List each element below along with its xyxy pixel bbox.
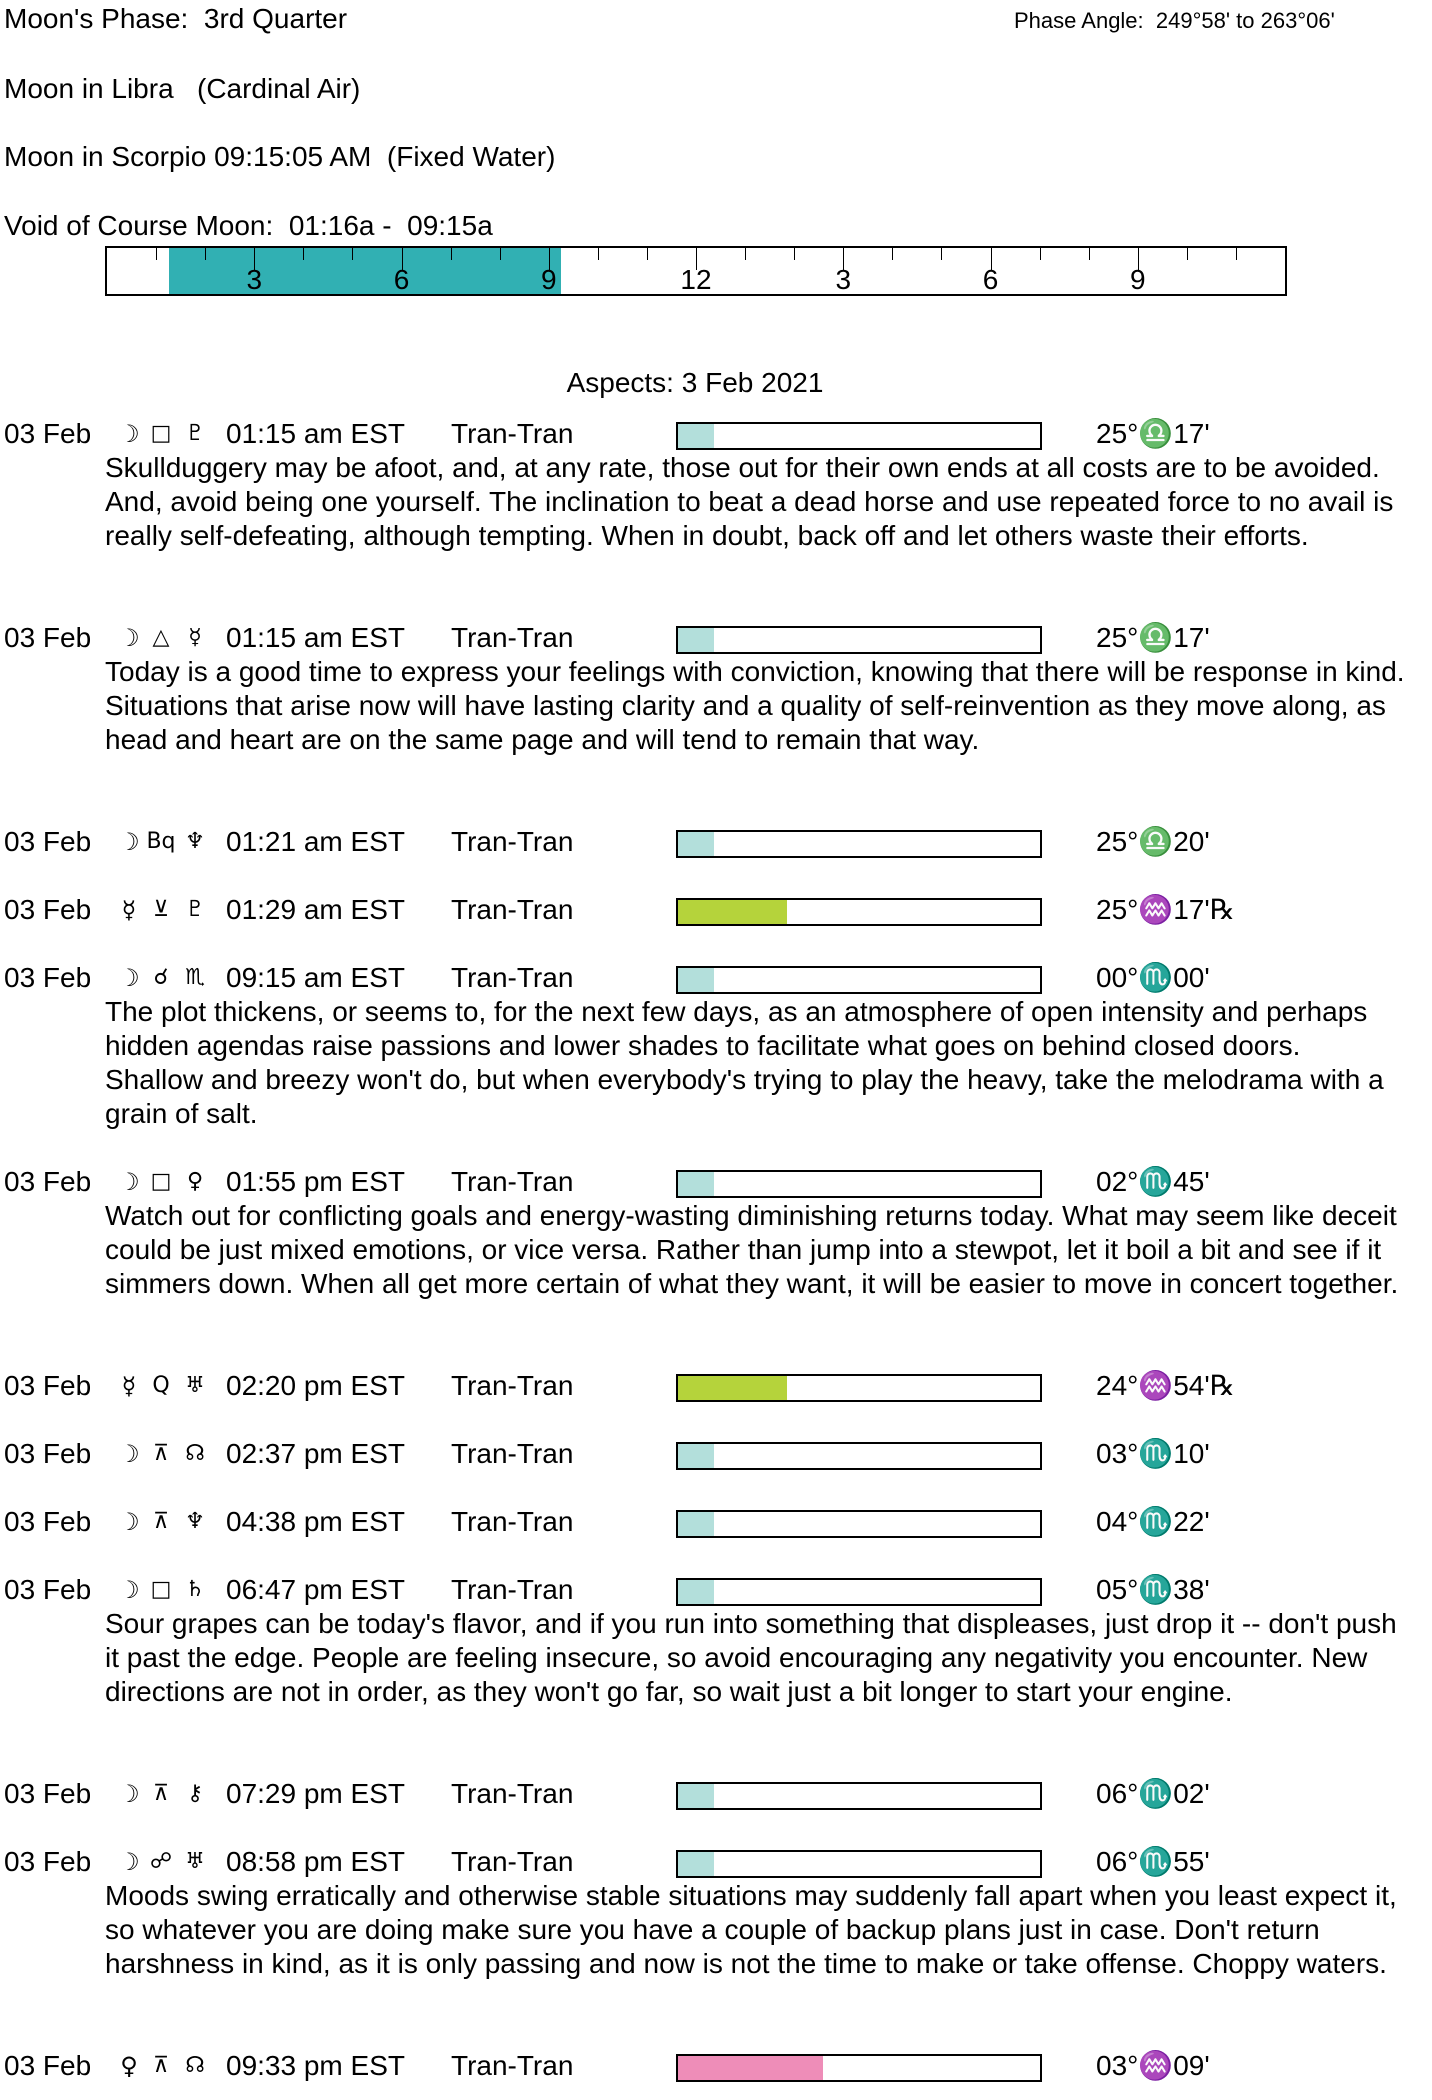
aspect-time: 08:58 pm EST [226, 1846, 405, 1877]
aspect-row-header [0, 1369, 1432, 1403]
moon-sign-libra: Moon in Libra (Cardinal Air) [4, 73, 361, 104]
aspect-row [0, 417, 1432, 553]
void-of-course-timeline [105, 246, 1287, 296]
aspect-row [0, 621, 1432, 757]
timeline-tick-label: 3 [246, 264, 263, 295]
aspect-type: Tran-Tran [451, 418, 574, 449]
aspect-position: 25°♒17'℞ [1096, 894, 1235, 925]
moon-icon: ☽ [118, 1440, 140, 1468]
aspect-date: 03 Feb [4, 1370, 92, 1401]
aspect-type: Tran-Tran [451, 1166, 574, 1197]
aspect-row-header [0, 1437, 1432, 1471]
aspect-row [0, 1437, 1432, 1471]
moon-icon: ☽ [118, 1576, 140, 1604]
scorpio-icon: ♏ [185, 965, 205, 990]
aspect-time: 04:38 pm EST [226, 1506, 405, 1537]
moon-icon: ☽ [118, 624, 140, 652]
aspect-row [0, 1845, 1432, 1981]
moon-icon: ☽ [118, 1508, 140, 1536]
aspect-type: Tran-Tran [451, 1778, 574, 1809]
aspect-strength-bar [676, 2054, 1042, 2082]
aspect-strength-bar [676, 830, 1042, 858]
aspect-description: Skullduggery may be afoot, and, at any rate, those out for their own ends at all costs are to be avoided. And, avoid being one yourself. The inclination to beat a dead horse and use repeated force to no avail is really self-defeating, although tempting. When in doubt, back off and let others waste their efforts. [105, 452, 1394, 551]
timeline-tick [303, 248, 304, 260]
moon-icon: ☽ [118, 420, 140, 448]
timeline-tick [1236, 248, 1237, 260]
aspect-date: 03 Feb [4, 1506, 92, 1537]
timeline-tick [745, 248, 746, 260]
phase-angle: Phase Angle: 249°58' to 263°06' [1014, 8, 1335, 33]
aspect-strength-bar [676, 422, 1042, 450]
aspect-position: 25°♎20' [1096, 826, 1210, 857]
conjunction-icon: ☌ [153, 965, 169, 990]
aspect-strength-fill [678, 2056, 823, 2080]
timeline-tick-label: 9 [1129, 264, 1146, 295]
timeline-tick [1187, 248, 1188, 260]
mercury-icon: ☿ [121, 1372, 137, 1400]
neptune-icon: ♆ [185, 1509, 205, 1534]
aspect-row [0, 893, 1432, 927]
aspect-position: 02°♏45' [1096, 1166, 1210, 1197]
aspect-row-header [0, 1505, 1432, 1539]
timeline-tick [892, 248, 893, 260]
moon-icon: ☽ [118, 1780, 140, 1808]
aspect-strength-fill [678, 968, 714, 992]
aspect-row [0, 1165, 1432, 1301]
semisextile-icon: ⊻ [152, 897, 170, 922]
quincunx-icon: ⊼ [152, 1781, 170, 1806]
aspect-description: Sour grapes can be today's flavor, and if you run into something that displeases, just drop it -- don't push it past the edge. People are feeling insecure, so avoid encouraging any negativity you encounter. New directions are not in order, as they won't go far, so wait just a bit longer to start your engine. [105, 1608, 1397, 1707]
aspect-position: 06°♏55' [1096, 1846, 1210, 1877]
aspect-time: 06:47 pm EST [226, 1574, 405, 1605]
timeline-tick [794, 248, 795, 260]
aspect-date: 03 Feb [4, 1574, 92, 1605]
aspect-strength-fill [678, 424, 714, 448]
moon-icon: ☽ [118, 964, 140, 992]
aspect-date: 03 Feb [4, 622, 92, 653]
sesquiquadrate-icon: ⊼ [152, 2053, 170, 2078]
aspect-position: 05°♏38' [1096, 1574, 1210, 1605]
timeline-tick-label: 6 [982, 264, 999, 295]
aspect-type: Tran-Tran [451, 1846, 574, 1877]
venus-icon: ♀ [186, 1169, 204, 1194]
aspect-time: 09:15 am EST [226, 962, 405, 993]
aspect-row [0, 1369, 1432, 1403]
aspect-date: 03 Feb [4, 1438, 92, 1469]
north-node-icon: ☊ [185, 2053, 205, 2078]
aspect-time: 01:21 am EST [226, 826, 405, 857]
aspect-type: Tran-Tran [451, 1574, 574, 1605]
aspect-date: 03 Feb [4, 962, 92, 993]
sesquiquadrate-icon: ⊼ [152, 1441, 170, 1466]
aspect-date: 03 Feb [4, 2050, 92, 2081]
timeline-tick-label: 12 [680, 264, 712, 295]
aspect-row-header [0, 961, 1432, 995]
aspect-strength-bar [676, 1578, 1042, 1606]
aspect-row [0, 2049, 1432, 2083]
timeline-tick-label: 9 [540, 264, 557, 295]
aspect-strength-fill [678, 1784, 714, 1808]
aspect-strength-fill [678, 1376, 787, 1400]
aspect-strength-fill [678, 900, 787, 924]
aspect-row [0, 825, 1432, 859]
aspect-strength-fill [678, 1512, 714, 1536]
aspect-strength-fill [678, 1444, 714, 1468]
aspect-strength-fill [678, 832, 714, 856]
aspect-position: 25°♎17' [1096, 622, 1210, 653]
mercury-icon: ☿ [188, 625, 202, 650]
aspect-time: 01:15 am EST [226, 418, 405, 449]
aspect-type: Tran-Tran [451, 962, 574, 993]
aspect-strength-fill [678, 1580, 714, 1604]
aspect-date: 03 Feb [4, 1778, 92, 1809]
moon-icon: ☽ [118, 828, 140, 856]
aspect-strength-bar [676, 1782, 1042, 1810]
aspect-strength-bar [676, 626, 1042, 654]
venus-icon: ♀ [120, 2052, 138, 2080]
aspect-type: Tran-Tran [451, 826, 574, 857]
aspect-strength-bar [676, 1850, 1042, 1878]
aspects-title: Aspects: 3 Feb 2021 [566, 367, 824, 398]
timeline-tick [598, 248, 599, 260]
aspect-description: Moods swing erratically and otherwise stable situations may suddenly fall apart when you least expect it, so whatever you are doing make sure you have a couple of backup plans just in case. Don't return harshness in kind, as it is only passing and now is not the time to make or take offense. Choppy waters. [105, 1880, 1397, 1979]
aspect-position: 00°♏00' [1096, 962, 1210, 993]
aspect-strength-fill [678, 628, 714, 652]
aspect-strength-bar [676, 1510, 1042, 1538]
quintile-icon: Q [152, 1373, 170, 1398]
mercury-icon: ☿ [121, 896, 137, 924]
square-icon: □ [150, 1169, 172, 1194]
moon-phase: Moon's Phase: 3rd Quarter [4, 3, 348, 34]
aspect-date: 03 Feb [4, 418, 92, 449]
pluto-icon: ♇ [185, 421, 205, 446]
pluto-icon: ♇ [185, 897, 205, 922]
uranus-icon: ♅ [185, 1849, 205, 1874]
sesquiquadrate-icon: ⊼ [152, 1509, 170, 1534]
uranus-icon: ♅ [185, 1373, 205, 1398]
aspect-type: Tran-Tran [451, 622, 574, 653]
timeline-tick-label: 6 [393, 264, 410, 295]
aspect-position: 24°♒54'℞ [1096, 1370, 1235, 1401]
aspect-type: Tran-Tran [451, 1370, 574, 1401]
timeline-tick-label: 3 [835, 264, 852, 295]
timeline-tick [500, 248, 501, 260]
aspect-type: Tran-Tran [451, 1506, 574, 1537]
aspect-row-header [0, 1573, 1432, 1607]
aspect-date: 03 Feb [4, 1846, 92, 1877]
aspect-time: 02:37 pm EST [226, 1438, 405, 1469]
aspect-date: 03 Feb [4, 1166, 92, 1197]
saturn-icon: ♄ [185, 1577, 205, 1602]
aspect-strength-bar [676, 1170, 1042, 1198]
aspect-description: The plot thickens, or seems to, for the next few days, as an atmosphere of open intensity and perhaps hidden agendas raise passions and lower shades to facilitate what goes on behind closed doors. Shallow and breezy won't do, but when everybody's trying to play the heavy, take the melodrama with a grain of salt. [105, 996, 1384, 1129]
aspect-position: 03°♏10' [1096, 1438, 1210, 1469]
aspect-time: 09:33 pm EST [226, 2050, 405, 2081]
aspect-row-header [0, 1165, 1432, 1199]
aspect-strength-fill [678, 1852, 714, 1876]
opposition-icon: ☍ [149, 1849, 173, 1874]
aspect-strength-bar [676, 1374, 1042, 1402]
aspect-position: 03°♒09' [1096, 2050, 1210, 2081]
moon-sign-scorpio: Moon in Scorpio 09:15:05 AM (Fixed Water) [4, 141, 556, 172]
timeline-tick [647, 248, 648, 260]
aspect-row-header [0, 825, 1432, 859]
aspect-type: Tran-Tran [451, 1438, 574, 1469]
chiron-icon: ⚷ [186, 1781, 204, 1806]
aspect-strength-bar [676, 1442, 1042, 1470]
aspect-time: 07:29 pm EST [226, 1778, 405, 1809]
aspect-row-header [0, 621, 1432, 655]
square-icon: □ [150, 421, 172, 446]
neptune-icon: ♆ [185, 829, 205, 854]
timeline-tick [1040, 248, 1041, 260]
aspect-date: 03 Feb [4, 826, 92, 857]
void-period-fill [169, 248, 561, 294]
timeline-tick [156, 248, 157, 260]
timeline-tick [941, 248, 942, 260]
aspect-position: 25°♎17' [1096, 418, 1210, 449]
aspect-time: 01:29 am EST [226, 894, 405, 925]
timeline-tick [352, 248, 353, 260]
void-of-course: Void of Course Moon: 01:16a - 09:15a [4, 210, 493, 241]
aspect-row [0, 1777, 1432, 1811]
timeline-tick [1089, 248, 1090, 260]
aspect-row-header [0, 893, 1432, 927]
north-node-icon: ☊ [185, 1441, 205, 1466]
aspect-strength-fill [678, 1172, 714, 1196]
aspect-time: 01:15 am EST [226, 622, 405, 653]
aspect-row [0, 1505, 1432, 1539]
aspect-position: 06°♏02' [1096, 1778, 1210, 1809]
aspect-type: Tran-Tran [451, 2050, 574, 2081]
aspect-row-header [0, 1777, 1432, 1811]
timeline-tick [451, 248, 452, 260]
aspect-time: 02:20 pm EST [226, 1370, 405, 1401]
aspect-description: Watch out for conflicting goals and energy-wasting diminishing returns today. What may seem like deceit could be just mixed emotions, or vice versa. Rather than jump into a stewpot, let it boil a bit and see if it simmers down. When all get more certain of what they want, it will be easier to move in concert together. [105, 1200, 1399, 1299]
aspect-row-header [0, 1845, 1432, 1879]
moon-icon: ☽ [118, 1168, 140, 1196]
aspect-position: 04°♏22' [1096, 1506, 1210, 1537]
aspect-date: 03 Feb [4, 894, 92, 925]
moon-icon: ☽ [118, 1848, 140, 1876]
aspect-strength-bar [676, 966, 1042, 994]
aspect-description: Today is a good time to express your feelings with conviction, knowing that there will be response in kind. Situations that arise now will have lasting clarity and a quality of self-reinvention as they move along, as head and heart are on the same page and will tend to remain that way. [105, 656, 1405, 755]
aspect-time: 01:55 pm EST [226, 1166, 405, 1197]
timeline-tick [205, 248, 206, 260]
biquintile-icon: Bq [146, 829, 176, 854]
aspect-row-header [0, 417, 1432, 451]
square-icon: □ [150, 1577, 172, 1602]
trine-icon: △ [152, 625, 170, 650]
aspect-row [0, 961, 1432, 1131]
aspect-type: Tran-Tran [451, 894, 574, 925]
aspect-strength-bar [676, 898, 1042, 926]
aspect-row-header [0, 2049, 1432, 2083]
aspect-row [0, 1573, 1432, 1709]
